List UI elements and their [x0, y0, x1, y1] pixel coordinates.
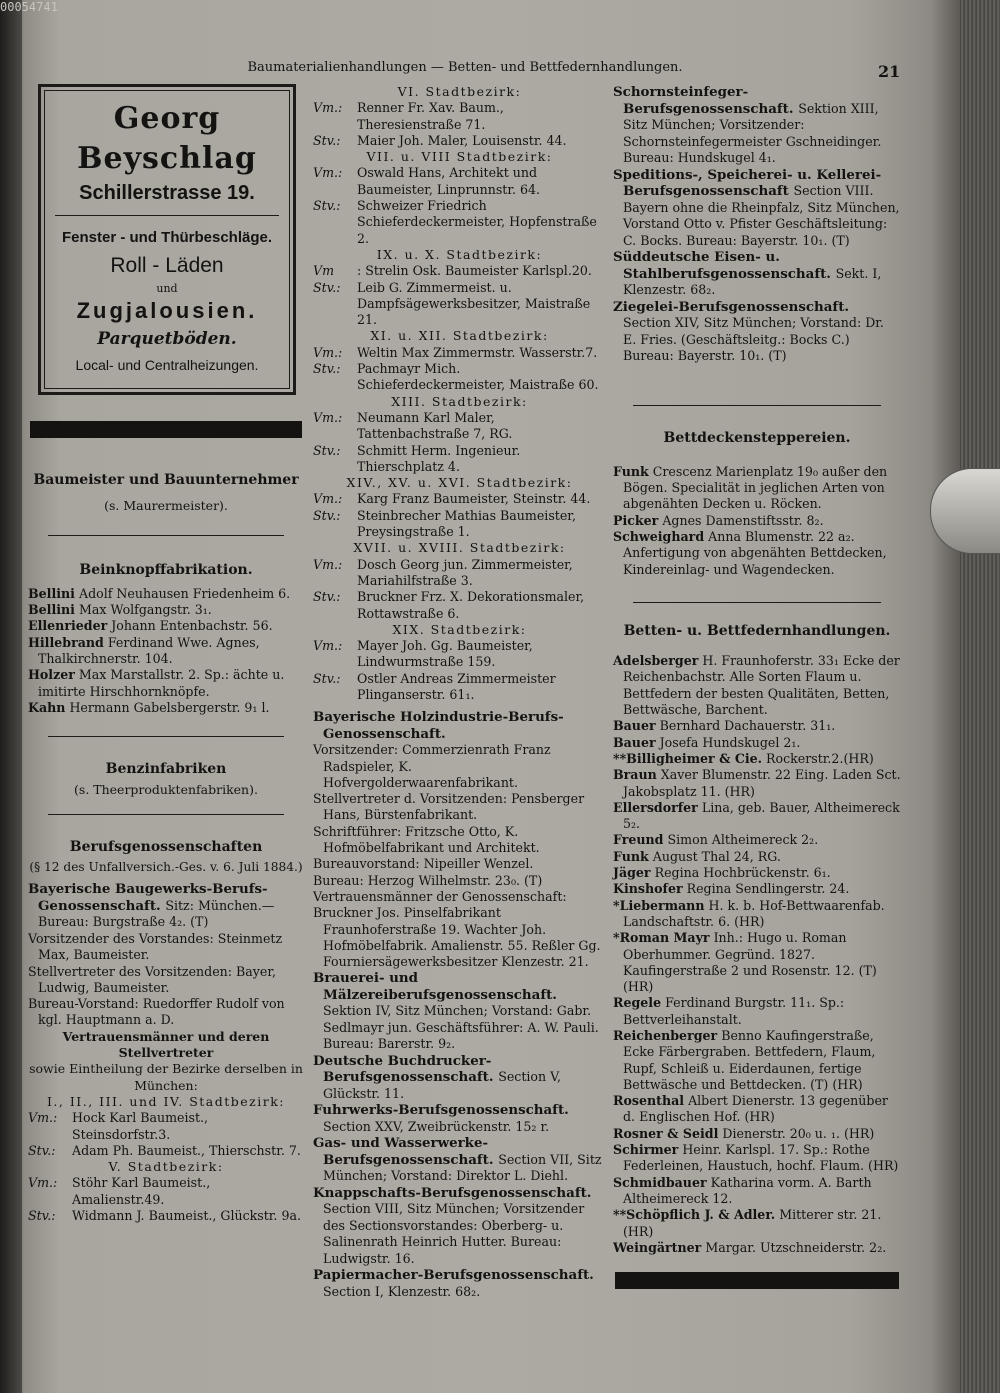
row-text: Mayer Joh. Gg. Baumeister, Lindwurmstraße 159. — [357, 638, 533, 670]
district-title: I., II., III. und IV. Stadtbezirk: — [46, 1093, 286, 1109]
role-label: Stv.: — [313, 132, 341, 148]
district-row — [313, 671, 606, 704]
entry-text: Ferdinand Wwe. Agnes, Thalkirchnerstr. 104. — [38, 634, 260, 667]
district-row — [313, 133, 606, 149]
group-text: Sitz: München.— Bureau: Burgstraße 4₂. (T) — [38, 897, 275, 930]
ad-line-3: und — [156, 282, 178, 295]
district-row — [313, 557, 606, 590]
entry-text: Margar. Utzschneiderstr. 2₂. — [705, 1239, 887, 1255]
entry-name: Weingärtner — [613, 1239, 702, 1255]
district-title: IX. u. X. Stadtbezirk: — [376, 246, 543, 262]
list-item — [613, 1240, 901, 1256]
entry-name: Ellenrieder — [28, 618, 108, 634]
list-item — [613, 653, 901, 718]
entry-name: Schmidbauer — [613, 1174, 707, 1190]
list-item — [28, 700, 304, 716]
district-row — [313, 280, 606, 329]
list-item — [613, 898, 901, 931]
group-name: Bayerische Holzindustrie-Berufs-Genossenschaft. — [313, 709, 564, 742]
district-list — [28, 1094, 304, 1224]
role-label: Stv.: — [313, 198, 341, 214]
group-text: Section VII, Sitz München; Vorstand: Direktor L. Diehl. — [323, 1151, 602, 1184]
district-title: VII. u. VIII Stadtbezirk: — [366, 149, 553, 165]
entry-name: Funk — [613, 848, 649, 864]
role-label: Stv.: — [313, 361, 341, 377]
district-row — [313, 361, 606, 394]
entry-text: Regina Sendlingerstr. 24. — [686, 881, 850, 897]
page-number: 21 — [878, 62, 901, 81]
list-item — [613, 881, 901, 897]
entry-text: Simon Altheimereck 2₂. — [667, 832, 819, 848]
row-text: Leib G. Zimmermeist. u. Dampfsägewerksbesitzer, Maistraße 21. — [357, 279, 591, 328]
entry-name: Regele — [613, 995, 662, 1011]
group-text: Section VIII, Sitz München; Vorsitzender des Sectionsvorstandes: Oberberg- u. Salinenrath Heinrich Hutter. Bureau: Ludwigstr. 16. — [323, 1201, 585, 1266]
entry-name: Reichenberger — [613, 1028, 718, 1043]
role-label: Stv.: — [313, 670, 341, 686]
section-heading-berufsgenossenschaften: Berufsgenossenschaften — [69, 838, 263, 855]
district-row — [313, 508, 606, 541]
entry-text: Regina Hochbrückenstr. 6₁. — [654, 865, 831, 881]
group-name: Gas- und Wasserwerke-Berufsgenossenschaft. — [313, 1135, 494, 1168]
section-heading-baumeister: Baumeister und Bauunternehmer — [33, 472, 299, 488]
group-list — [313, 709, 606, 1300]
district-title: VI. Stadtbezirk: — [397, 84, 522, 99]
group-entry — [313, 1267, 606, 1300]
role-label: Vm.: — [313, 165, 343, 181]
list-item — [613, 1126, 901, 1142]
list-item — [613, 464, 901, 513]
entry-name: Ellersdorfer — [613, 799, 698, 815]
bettdecken-list — [613, 464, 901, 578]
entry-name: Picker — [613, 512, 659, 528]
entry-name: Schweighard — [613, 528, 705, 544]
entry-text: Agnes Damenstiftsstr. 8₂. — [662, 512, 824, 528]
group-name: Bayerische Baugewerks-Berufs-Genossenschaft. — [28, 881, 268, 914]
entry-text: Benno Kaufingerstraße, Ecke Färbergraben. Bettfedern, Flaum, Rupf, Schleiß u. Eiderdaunen, fertige Bettwäsche und Bettdecken. (T) (HR) — [623, 1028, 876, 1092]
entry-name: **Billigheimer & Cie. — [613, 750, 763, 766]
beinknopf-list — [28, 586, 304, 716]
entry-name: Rosenthal — [613, 1093, 685, 1109]
row-text: Schweizer Friedrich Schieferdeckermeister, Hopfenstraße 2. — [357, 198, 597, 246]
section-heading-beinknopf: Beinknopffabrikation. — [79, 561, 253, 578]
entry-name: Holzer — [28, 667, 75, 683]
list-item — [613, 718, 901, 734]
section-heading-betten: Betten- u. Bettfedernhandlungen. — [623, 622, 891, 639]
board-line: Bureau-Vorstand: Ruedorffer Rudolf von kgl. Hauptmann a. D. — [28, 996, 285, 1028]
group-text: Section V, Glückstr. 11. — [323, 1069, 562, 1101]
entry-name: Schirmer — [613, 1142, 679, 1158]
ad-line-4: Zugjalousien. — [76, 298, 258, 323]
entry-text: Lina, geb. Bauer, Altheimereck 5₂. — [623, 799, 900, 832]
group-entry — [613, 249, 901, 299]
group-text: Sektion IV, Sitz München; Vorstand: Gabr. Sedlmayr jun. Geschäftsführer: A. W. Pauli. Bureau: Barerstr. 9₂. — [323, 1003, 599, 1052]
list-item — [613, 735, 901, 751]
ad-line-6: Local- und Centralheizungen. — [75, 357, 259, 373]
board-list — [28, 931, 304, 1029]
group-list — [613, 84, 901, 365]
advertisement-box — [38, 84, 296, 395]
list-item — [613, 995, 901, 1028]
entry-name: Hillebrand — [28, 634, 104, 650]
group-name: Knappschafts-Berufsgenossenschaft. — [313, 1184, 592, 1201]
entry-text: Inh.: Hugo u. Roman Oberhummer. Gegründ. 1827. Kaufingerstraße 2 und Rosenstr. 12. (T) (HR) — [623, 930, 877, 995]
row-text: Weltin Max Zimmermstr. Wasserstr.7. — [357, 344, 598, 360]
row-text: Dosch Georg jun. Zimmermeister, Mariahilfstraße 3. — [357, 556, 573, 588]
group-name: Speditions-, Speicherei- u. Kellerei-Berufsgenossenschaft — [613, 166, 882, 199]
district-row — [313, 638, 606, 671]
list-item — [613, 513, 901, 529]
column-middle — [313, 84, 606, 1300]
betten-list — [613, 653, 901, 1256]
book-spine-shadow — [0, 0, 22, 1393]
section-heading-bettdecken: Bettdeckensteppereien. — [663, 429, 851, 446]
entry-name: *Roman Mayr — [613, 930, 710, 946]
ad-line-5: Parquetböden. — [97, 329, 237, 349]
role-label: Vm — [313, 263, 335, 279]
group-text: Section XXV, Zweibrückenstr. 15₂ r. — [323, 1118, 550, 1134]
entry-text: Johann Entenbachstr. 56. — [111, 618, 273, 634]
role-label: Vm.: — [28, 1175, 58, 1191]
list-item — [613, 1142, 901, 1175]
row-text: Stöhr Karl Baumeist., Amalienstr.49. — [72, 1175, 211, 1207]
group-name: Deutsche Buchdrucker-Berufsgenossenschaft. — [313, 1052, 494, 1086]
group-entry — [613, 167, 901, 250]
list-item — [28, 667, 304, 700]
district-title: V. Stadtbezirk: — [108, 1159, 224, 1175]
group-entry — [28, 881, 304, 931]
entry-text: Rockerstr.2.(HR) — [766, 750, 874, 766]
entry-text: Heinr. Karlspl. 17. Sp.: Rothe Federleinen, Haustuch, hochf. Flaum. (HR) — [623, 1142, 899, 1174]
list-item — [28, 635, 304, 668]
group-name: Brauerei- und Mälzereiberufsgenossenschaft. — [313, 970, 557, 1003]
running-title: Baumaterialienhandlungen — Betten- und Bettfedernhandlungen. — [247, 60, 683, 75]
district-row — [28, 1143, 304, 1159]
role-label: Stv.: — [313, 507, 341, 523]
list-item — [613, 930, 901, 995]
role-label: Vm.: — [28, 1110, 58, 1126]
district-title: XIX. Stadtbezirk: — [392, 621, 527, 637]
district-row — [313, 410, 606, 443]
row-text: Maier Joh. Maler, Louisenstr. 44. — [357, 132, 567, 148]
board-line: Vorsitzender des Vorstandes: Steinmetz Max, Baumeister. — [28, 930, 283, 963]
entry-name: *Liebermann — [613, 897, 705, 913]
entry-name: Rosner & Seidl — [613, 1125, 719, 1141]
row-text: Ostler Andreas Zimmermeister Plinganserstr. 61₁. — [357, 670, 556, 702]
page-clip — [930, 468, 1000, 554]
role-label: Vm.: — [313, 100, 343, 116]
role-label: Stv.: — [28, 1208, 56, 1223]
page-edge-stack — [960, 0, 1000, 1393]
row-text: Neumann Karl Maler, Tattenbachstraße 7, RG. — [357, 409, 513, 442]
group-entry — [313, 1102, 606, 1135]
group-entry — [613, 84, 901, 167]
row-text: Steinbrecher Mathias Baumeister, Preysingstraße 1. — [357, 507, 576, 540]
group-line: Bureau: Herzog Wilhelmstr. 23₀. (T) — [313, 872, 543, 888]
entry-name: Kinshofer — [613, 881, 683, 897]
role-label: Vm.: — [313, 344, 343, 360]
section-bar — [30, 421, 302, 438]
entry-name: Braun — [613, 767, 657, 783]
group-text: Section VIII. Bayern ohne die Rheinpfalz, Sitz München, Vorstand Otto v. Pfister Geschäftsleitung: C. Bocks. Bureau: Bayerstr. 10₁. (T) — [623, 183, 900, 248]
ad-company-name: Georg Beyschlag — [77, 101, 257, 176]
group-name: Papiermacher-Berufsgenossenschaft. — [313, 1267, 594, 1284]
district-row — [313, 345, 606, 361]
group-line: Bureauvorstand: Nipeiller Wenzel. — [313, 856, 534, 872]
list-item — [613, 800, 901, 833]
entry-text: H. k. b. Hof-Bettwaarenfab. Landschaftstr. 6. (HR) — [623, 897, 885, 929]
group-name: Fuhrwerks-Berufsgenossenschaft. — [313, 1102, 569, 1119]
role-label: Stv.: — [28, 1142, 56, 1158]
entry-text: Max Marstallstr. 2. Sp.: ächte u. imitirte Hirschhornknöpfe. — [38, 667, 285, 699]
column-right — [613, 84, 901, 1289]
district-row — [313, 589, 606, 622]
district-list — [313, 84, 606, 703]
group-entry — [313, 1135, 606, 1185]
group-line: Vorsitzender: Commerzienrath Franz Radspieler, K. Hofvergolderwaarenfabrikant. — [313, 742, 551, 790]
group-text: Sekt. I, Klenzestr. 68₂. — [623, 265, 882, 297]
entry-text: Max Wolfgangstr. 3₁. — [78, 602, 212, 618]
district-row — [28, 1175, 304, 1208]
row-text: Oswald Hans, Architekt und Baumeister, Linprunnstr. 64. — [357, 165, 541, 197]
entry-text: H. Fraunhoferstr. 33₁ Ecke der Reichenbachstr. Alle Sorten Flaum u. Bettfedern der besten Qualitäten, Betten, Bettwäsche, Barchent. — [623, 653, 900, 718]
section-bar — [615, 1272, 899, 1289]
entry-text: Katharina vorm. A. Barth Altheimereck 12. — [623, 1174, 872, 1206]
entry-text: Crescenz Marienplatz 19₀ außer den Bögen. Specialität in jeglichen Arten von abgenähten Decken u. Röcken. — [623, 463, 888, 512]
entry-text: Xaver Blumenstr. 22 Eing. Laden Sct. Jakobsplatz 11. (HR) — [623, 767, 901, 799]
district-row — [28, 1208, 304, 1224]
entry-text: Mitterer str. 21. (HR) — [623, 1207, 882, 1239]
cross-reference: (s. Theerproduktenfabriken). — [74, 781, 258, 797]
district-title: XIV., XV. u. XVI. Stadtbezirk: — [346, 475, 573, 491]
entry-name: Kahn — [28, 699, 66, 715]
role-label: Stv.: — [313, 589, 341, 605]
list-item — [613, 1093, 901, 1126]
district-title: XIII. Stadtbezirk: — [391, 393, 528, 409]
list-item — [28, 602, 304, 618]
entry-name: Freund — [613, 832, 664, 848]
role-label: Vm.: — [313, 638, 343, 654]
section-heading-benzin: Benzinfabriken — [105, 761, 227, 778]
entry-name: Adelsberger — [613, 653, 699, 669]
district-row — [313, 100, 606, 133]
row-text: Widmann J. Baumeist., Glückstr. 9a. — [72, 1208, 301, 1223]
ad-line-1: Fenster - und Thürbeschläge. — [61, 229, 273, 246]
board-line: Stellvertreter des Vorsitzenden: Bayer, Ludwig, Baumeister. — [28, 963, 276, 995]
group-name: Ziegelei-Berufsgenossenschaft. — [613, 298, 850, 315]
row-text: Schmitt Herm. Ingenieur. Thierschplatz 4. — [357, 442, 521, 474]
ad-line-2: Roll - Läden — [110, 254, 224, 277]
list-item — [613, 529, 901, 578]
entry-text: Anna Blumenstr. 22 a₂. Anfertigung von abgenähten Bettdecken, Kindereinlag- und Wagendecken. — [623, 528, 887, 577]
entry-name: **Schöpflich J. & Adler. — [613, 1207, 776, 1223]
group-line: Schriftführer: Fritzsche Otto, K. Hofmöbelfabrikant und Architekt. — [313, 823, 540, 856]
entry-text: Bernhard Dachauerstr. 31₁. — [659, 718, 836, 734]
scan-id: 00054741 — [0, 0, 58, 14]
group-line: Bruckner Jos. Pinselfabrikant Fraunhoferstraße 19. Wachter Joh. Hofmöbelfabrik. Amalienstr. 55. Reßler Gg. Fourniersägewerksbesitzer Klenzestr. 21. — [313, 905, 601, 970]
cross-reference: (s. Maurermeister). — [104, 498, 228, 514]
list-item — [613, 1028, 901, 1093]
list-item — [613, 767, 901, 800]
district-row — [313, 491, 606, 507]
role-label: Vm.: — [313, 491, 343, 507]
group-text: Section I, Klenzestr. 68₂. — [323, 1283, 481, 1299]
group-line: Stellvertreter d. Vorsitzenden: Pensberger Hans, Bürstenfabrikant. — [313, 791, 585, 823]
entry-text: Hermann Gabelsbergerstr. 9₁ l. — [69, 699, 270, 715]
row-text: Karg Franz Baumeister, Steinstr. 44. — [357, 491, 591, 507]
district-row — [28, 1110, 304, 1143]
list-item — [613, 751, 901, 767]
role-label: Stv.: — [313, 279, 341, 295]
entry-text: Dienerstr. 20₀ u. ₁. (HR) — [722, 1125, 875, 1141]
entry-text: Albert Dienerstr. 13 gegenüber d. Englischen Hof. (HR) — [623, 1093, 888, 1125]
entry-name: Funk — [613, 463, 649, 479]
role-label: Stv.: — [313, 442, 341, 458]
role-label: Vm.: — [313, 556, 343, 572]
list-item — [28, 586, 304, 602]
list-item — [613, 832, 901, 848]
group-text: Sektion XIII, Sitz München; Vorsitzender: Schornsteinfegermeister Gschneidinger. Bureau: Hundskugel 4₁. — [623, 100, 882, 165]
legal-reference: (§ 12 des Unfallversich.-Ges. v. 6. Juli 1884.) — [29, 860, 303, 875]
group-entry — [313, 970, 606, 1053]
district-title: XVII. u. XVIII. Stadtbezirk: — [353, 540, 566, 556]
list-item — [613, 849, 901, 865]
role-label: Vm.: — [313, 409, 343, 425]
row-text: Bruckner Frz. X. Dekorationsmaler, Rottawstraße 6. — [357, 589, 585, 621]
list-item — [613, 865, 901, 881]
entry-name: Bellini — [28, 585, 75, 601]
row-text: : Strelin Osk. Baumeister Karlspl.20. — [357, 263, 592, 279]
group-entry — [313, 1053, 606, 1103]
group-name: Schornsteinfeger-Berufsgenossenschaft. — [613, 84, 794, 117]
group-entry — [313, 709, 606, 742]
entry-name: Bauer — [613, 718, 656, 734]
district-row — [313, 263, 606, 279]
district-row — [313, 165, 606, 198]
row-text: Renner Fr. Xav. Baum., Theresienstraße 71. — [357, 100, 504, 132]
column-left — [28, 84, 304, 1224]
entry-name: Bellini — [28, 602, 75, 618]
list-item — [613, 1207, 901, 1240]
district-row — [313, 443, 606, 476]
entry-name: Jäger — [613, 865, 651, 881]
entry-text: August Thal 24, RG. — [652, 848, 781, 864]
ad-divider — [55, 215, 279, 216]
row-text: Pachmayr Mich. Schieferdeckermeister, Maistraße 60. — [357, 361, 599, 393]
list-item — [28, 618, 304, 634]
trustees-title: Vertrauensmänner und deren Stellvertreter — [62, 1028, 270, 1061]
district-title: XI. u. XII. Stadtbezirk: — [370, 328, 549, 344]
ad-address: Schillerstrasse 19. — [79, 182, 255, 204]
trustees-subtitle: sowie Eintheilung der Bezirke derselben in München: — [29, 1061, 303, 1093]
entry-name: Bauer — [613, 734, 656, 750]
district-row — [313, 198, 606, 247]
group-entry — [313, 1185, 606, 1268]
group-line: Vertrauensmänner der Genossenschaft: — [313, 888, 567, 904]
entry-text: Adolf Neuhausen Friedenheim 6. — [78, 585, 291, 601]
entry-text: Josefa Hundskugel 2₁. — [659, 734, 801, 750]
row-text: Adam Ph. Baumeist., Thierschstr. 7. — [72, 1142, 301, 1158]
group-entry — [613, 299, 901, 365]
group-name: Süddeutsche Eisen- u. Stahlberufsgenossenschaft. — [613, 249, 831, 282]
entry-text: Ferdinand Burgstr. 11₁. Sp.: Bettverleihanstalt. — [623, 995, 845, 1027]
list-item — [613, 1175, 901, 1208]
group-text: Section XIV, Sitz München; Vorstand: Dr. E. Fries. (Geschäftsleitg.: Bocks C.) Bureau: Bayerstr. 10₁. (T) — [623, 315, 884, 363]
row-text: Hock Karl Baumeist., Steinsdorfstr.3. — [72, 1110, 209, 1142]
